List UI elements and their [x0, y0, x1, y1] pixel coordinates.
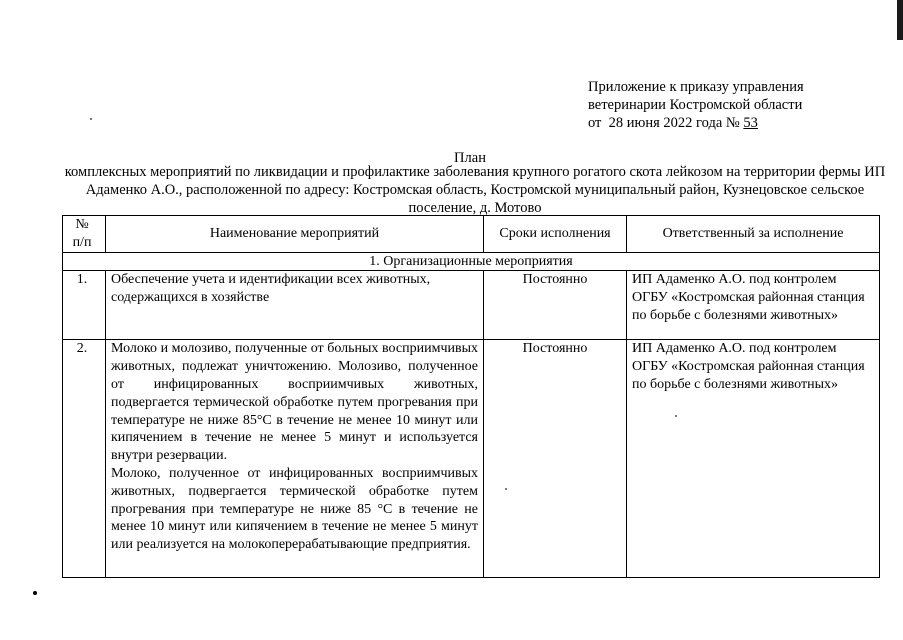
table-header-row: [63, 216, 880, 253]
appendix-line-2: ветеринарии Костромской области: [588, 97, 803, 113]
header-responsible: Ответственный за исполнение: [627, 216, 880, 253]
measure-name: Обеспечение учета и идентификации всех животных, содержащихся в хозяйстве: [106, 271, 484, 340]
measures-table: [62, 215, 880, 578]
header-name: Наименование мероприятий: [106, 216, 484, 253]
header-num: [63, 216, 106, 253]
row-number: 1.: [63, 271, 106, 340]
appendix-date: от 28 июня 2022 года №: [588, 115, 744, 131]
scan-dot: [33, 591, 37, 595]
plan-title: План: [454, 150, 486, 166]
appendix-line-1: Приложение к приказу управления: [588, 79, 804, 95]
measure-paragraph-milk: Молоко, полученное от инфицированных восприимчивых животных, подвергается термической обработке путем прогревания при температуре не ниже 85 °С в течение не менее 10 минут или кипячением в течение не менее 5 минут или реализуется на молокоперерабатывающие предприятия.: [111, 465, 478, 553]
scan-edge-mark: [897, 0, 903, 40]
measure-paragraph-colostrum: Молоко и молозиво, полученные от больных восприимчивых животных, подлежат уничтожению. Молозиво, полученное от инфицированных восприимчивых животных, подвергается термической обработке путем прогревания при температуре не ниже 85°С в течение не менее 10 минут или кипячением в течение не менее 5 минут и используется внутри резервации.: [111, 341, 478, 464]
scan-speck: [90, 118, 92, 120]
measure-term: Постоянно: [484, 340, 627, 578]
appendix-note: [588, 78, 898, 132]
section-row: [63, 252, 880, 271]
appendix-line-3: [588, 114, 898, 132]
header-term: Сроки исполнения: [484, 216, 627, 253]
header-num-abbr: п/п: [72, 234, 92, 250]
measure-name: [106, 340, 484, 578]
order-number: 53: [743, 115, 758, 131]
measure-responsible: ИП Адаменко А.О. под контролем ОГБУ «Костромская районная станция по борьбе с болезнями животных»: [627, 340, 880, 578]
plan-description: комплексных мероприятий по ликвидации и профилактике заболевания крупного рогатого скота лейкозом на территории фермы ИП Адаменко А.О., расположенной по адресу: Костромская область, Костромской муниципальный район, Кузнецовское сельское поселение, д. Мотово: [64, 164, 886, 216]
measure-term: Постоянно: [484, 271, 627, 340]
row-number: 2.: [63, 340, 106, 578]
header-num-symbol: №: [75, 217, 89, 232]
measure-responsible: ИП Адаменко А.О. под контролем ОГБУ «Костромская районная станция по борьбе с болезнями животных»: [627, 271, 880, 340]
section-title: 1. Организационные мероприятия: [63, 252, 880, 271]
table-row: [63, 271, 880, 340]
table-row: [63, 340, 880, 578]
